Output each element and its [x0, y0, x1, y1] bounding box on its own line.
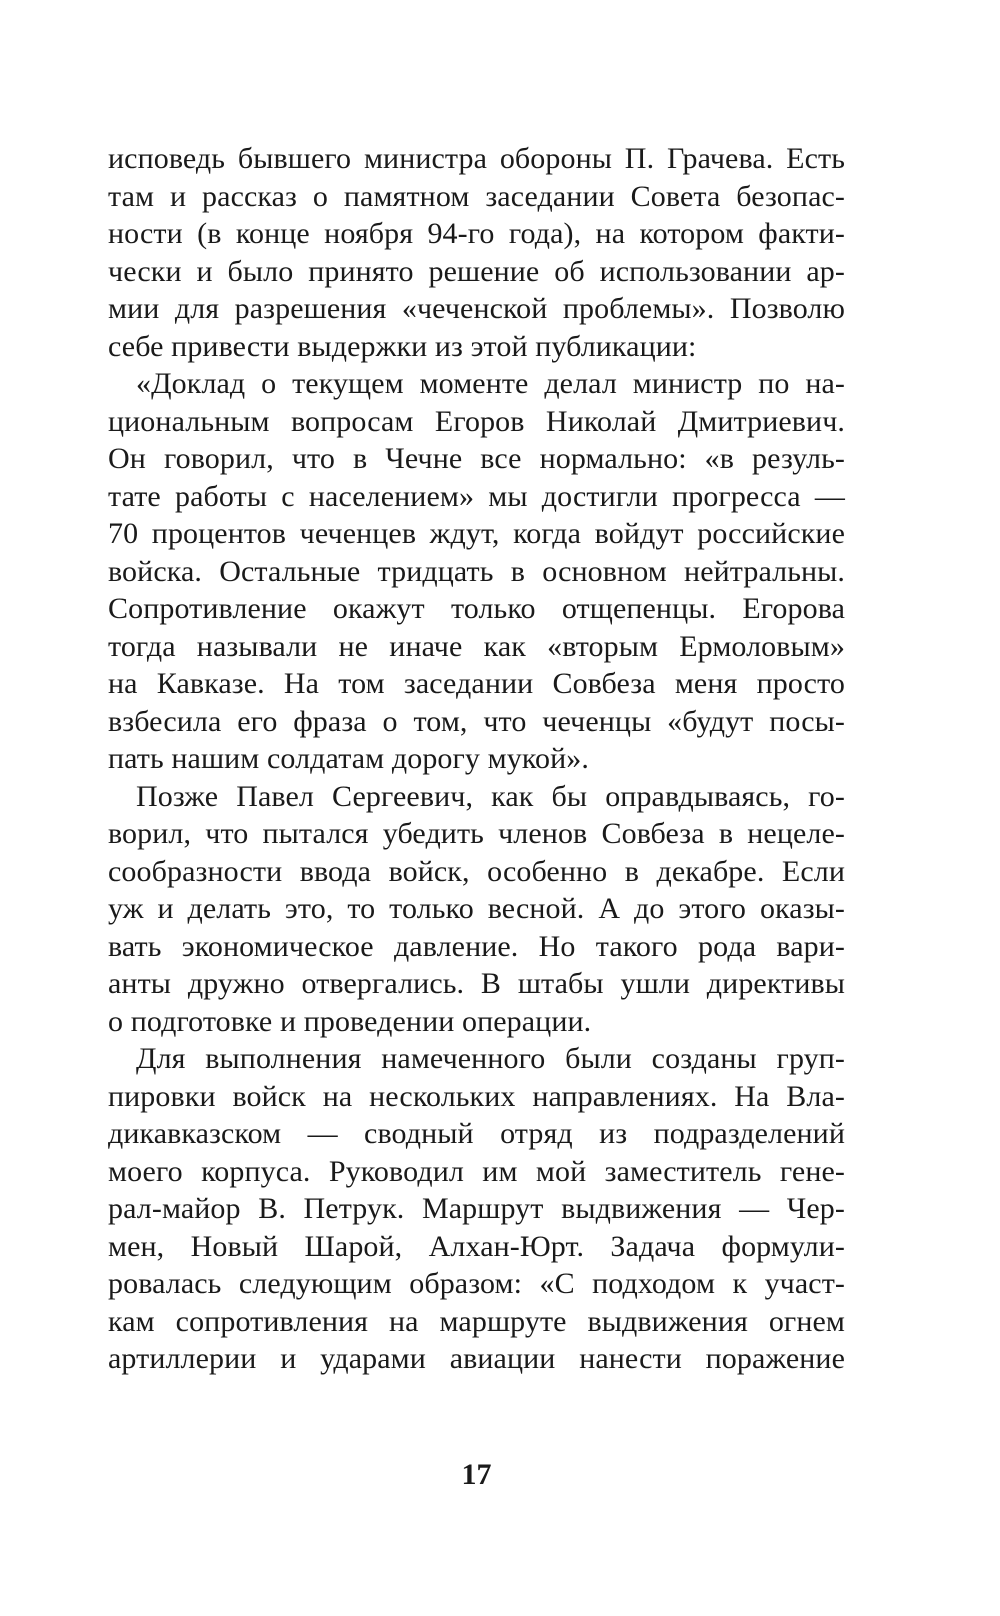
text-line: тогда называли не иначе как «вторым Ермоловым» [108, 629, 845, 663]
text-line: циональным вопросам Егоров Николай Дмитриевич. [108, 404, 845, 438]
text-line: 70 процентов чеченцев ждут, когда войдут российские [108, 517, 845, 550]
text-line: мен, Новый Шарой, Алхан-Юрт. Задача формули- [108, 1229, 845, 1263]
text-line: Сопротивление окажут только отщепенцы. Егорова [108, 592, 845, 625]
text-line: сообразности ввода войск, особенно в декабре. Если [108, 854, 845, 888]
text-line: ровалась следующим образом: «С подходом к участ- [108, 1267, 845, 1300]
text-line: рал-майор В. Петрук. Маршрут выдвижения — Чер- [108, 1192, 845, 1225]
text-line: ности (в конце ноября 94-го года), на котором факти- [108, 217, 845, 250]
text-line: артиллерии и ударами авиации нанести поражение [108, 1342, 845, 1375]
text-line: вать экономическое давление. Но такого рода вари- [108, 929, 845, 963]
text-line: ворил, что пытался убедить членов Совбеза в нецеле- [108, 817, 845, 850]
text-line: анты дружно отвергались. В штабы ушли директивы [108, 967, 845, 1000]
text-line: о подготовке и проведении операции. [108, 1004, 592, 1038]
text-line: исповедь бывшего министра обороны П. Грачева. Есть [108, 142, 845, 175]
text-line: Он говорил, что в Чечне все нормально: «в резуль- [108, 442, 845, 475]
text-line: Позже Павел Сергеевич, как бы оправдываясь, го- [136, 779, 845, 813]
text-line: на Кавказе. На том заседании Совбеза меня просто [108, 667, 845, 700]
text-line: чески и было принято решение об использовании ар- [108, 254, 845, 288]
body-text [108, 140, 845, 1378]
text-line: там и рассказ о памятном заседании Совета безопас- [108, 179, 845, 213]
page-number: 17 [461, 1458, 492, 1491]
text-line: Для выполнения намеченного были созданы груп- [136, 1042, 845, 1075]
text-line: взбесила его фраза о том, что чеченцы «будут посы- [108, 704, 845, 738]
text-line: «Доклад о текущем моменте делал министр по на- [136, 367, 845, 400]
text-line: себе привести выдержки из этой публикации: [108, 329, 697, 363]
text-line: кам сопротивления на маршруте выдвижения огнем [108, 1304, 845, 1338]
text-line: мии для разрешения «чеченской проблемы». Позволю [108, 292, 845, 325]
text-line: моего корпуса. Руководил им мой заместитель гене- [108, 1154, 845, 1188]
text-line: пать нашим солдатам дорогу мукой». [108, 742, 589, 775]
text-line: уж и делать это, то только весной. А до этого оказы- [108, 892, 845, 925]
text-line: тате работы с населением» мы достигли прогресса — [108, 479, 845, 513]
text-line: дикавказском — сводный отряд из подразделений [108, 1117, 845, 1150]
text-line: войска. Остальные тридцать в основном нейтральны. [108, 554, 845, 588]
text-line: пировки войск на нескольких направлениях. На Вла- [108, 1079, 845, 1113]
